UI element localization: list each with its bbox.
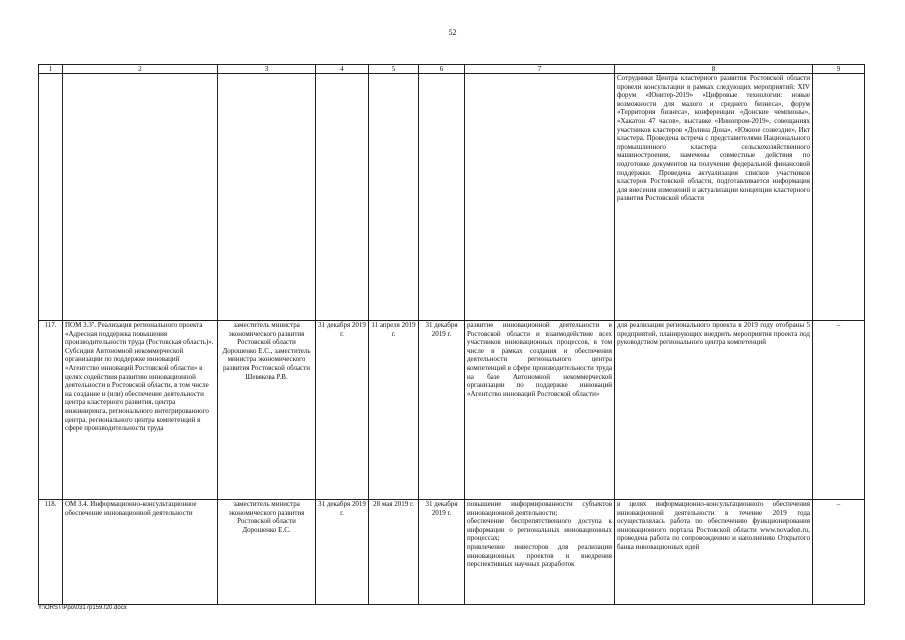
- column-header: 8: [615, 65, 813, 74]
- column-header: 6: [419, 65, 465, 74]
- row-number: 118.: [39, 500, 63, 605]
- column-header: 5: [369, 65, 419, 74]
- plan-date: [316, 74, 369, 321]
- row-number: 117.: [39, 321, 63, 500]
- table-row: [39, 74, 865, 321]
- column-header: 1: [39, 65, 63, 74]
- header-row: [39, 65, 865, 74]
- responsible-person: заместитель министра экономического развития Ростовской области Дорошенко Е.С., заместитель министра экономического развития Ростовской области Шевякова Р.В.: [218, 321, 316, 500]
- fact-end-date: 31 декабря 2019 г.: [419, 500, 465, 605]
- table-row: [39, 500, 865, 605]
- actual-result: для реализации регионального проекта в 2019 году отобраны 5 предприятий, планирующих внедрить мероприятия проекта под руководством регионального центра компетенций: [615, 321, 813, 500]
- note: –: [813, 500, 865, 605]
- expected-result: развитие инновационной деятельности в Ростовской области и взаимодействие всех участников инновационных процессов, в том числе в рамках создания и обеспечения деятельности регионального центра компетенций в сфере производительности труда на базе Автономной некоммерческой организации по поддержке инноваций «Агентство инноваций Ростовской области»: [465, 321, 615, 500]
- page-number: 52: [448, 28, 457, 37]
- note: [813, 74, 865, 321]
- responsible-person: [218, 74, 316, 321]
- measure-name: ОМ 3.4. Информационно-консультационное обеспечение инновационной деятельности: [63, 500, 218, 605]
- fact-end-date: [419, 74, 465, 321]
- measure-name: ПОМ 3.3⁷. Реализация регионального проекта «Адресная поддержка повышения производительности труда (Ростовская область)». Субсидия Автономной некоммерческой организации по поддержке инноваций «Агентство инноваций Ростовской области» в целях содействия развитию инновационной деятельности в Ростовской области, в том числе на создание и (или) обеспечение деятельности центра кластерного развития, центра инжиниринга, регионального интегрированного центра, регионального центра компетенций в сфере производительности труда: [63, 321, 218, 500]
- fact-start-date: [369, 74, 419, 321]
- column-header: 3: [218, 65, 316, 74]
- table-row: [39, 321, 865, 500]
- plan-date: 31 декабря 2019 г.: [316, 500, 369, 605]
- expected-result: повышение информированности субъектов инновационной деятельности; обеспечение беспрепятственного доступа к информации о региональных инновационных процессах; привлечение инвесторов для реализации инновационных проектов и внедрения перспективных научных разработок: [465, 500, 615, 605]
- responsible-person: заместитель министра экономического развития Ростовской области Дорошенко Е.С.: [218, 500, 316, 605]
- plan-date: 31 декабря 2019 г.: [316, 321, 369, 500]
- fact-start-date: 28 мая 2019 г.: [369, 500, 419, 605]
- report-table: [38, 64, 865, 605]
- fact-start-date: 11 апреля 2019 г.: [369, 321, 419, 500]
- footer-file-path: Y:\ORST\Ppo\0317p159.f20.docx: [38, 605, 127, 611]
- actual-result: в целях информационно-консультационного обеспечения инновационной деятельности в течение 2019 года осуществлялась работа по обеспечению функционирования инновационного портала Ростовской области www.novadon.ru, проведена работа по сопровождению и наполнению Открытого банка инновационных идей: [615, 500, 813, 605]
- column-header: 7: [465, 65, 615, 74]
- column-header: 2: [63, 65, 218, 74]
- measure-name: [63, 74, 218, 321]
- note: –: [813, 321, 865, 500]
- row-number: [39, 74, 63, 321]
- column-header: 9: [813, 65, 865, 74]
- actual-result: Сотрудники Центра кластерного развития Ростовской области провели консультации в рамках следующих мероприятий: XIV форум «Юнитер-2019» «Цифровые технологии: новые возможности для малого и среднего бизнеса», форум «Территория бизнеса», конференции «Донские чемпионы», «Хакатон 47 часов», выставке «Иннопром-2019», совещаниях участников кластеров «Долина Дона», «Южное созвездие», Икт кластера. Проведена встреча с представителями Национального промышленного кластера сельскохозяйственного машиностроения, намечены совместные действия по подготовке документов на получение федеральной финансовой поддержки. Проведена актуализация списков участников кластеров Ростовской области, подготавливается информация для внесения изменений и актуализации концепции кластерного развития Ростовской области: [615, 74, 813, 321]
- fact-end-date: 31 декабря 2019 г.: [419, 321, 465, 500]
- column-header: 4: [316, 65, 369, 74]
- expected-result: [465, 74, 615, 321]
